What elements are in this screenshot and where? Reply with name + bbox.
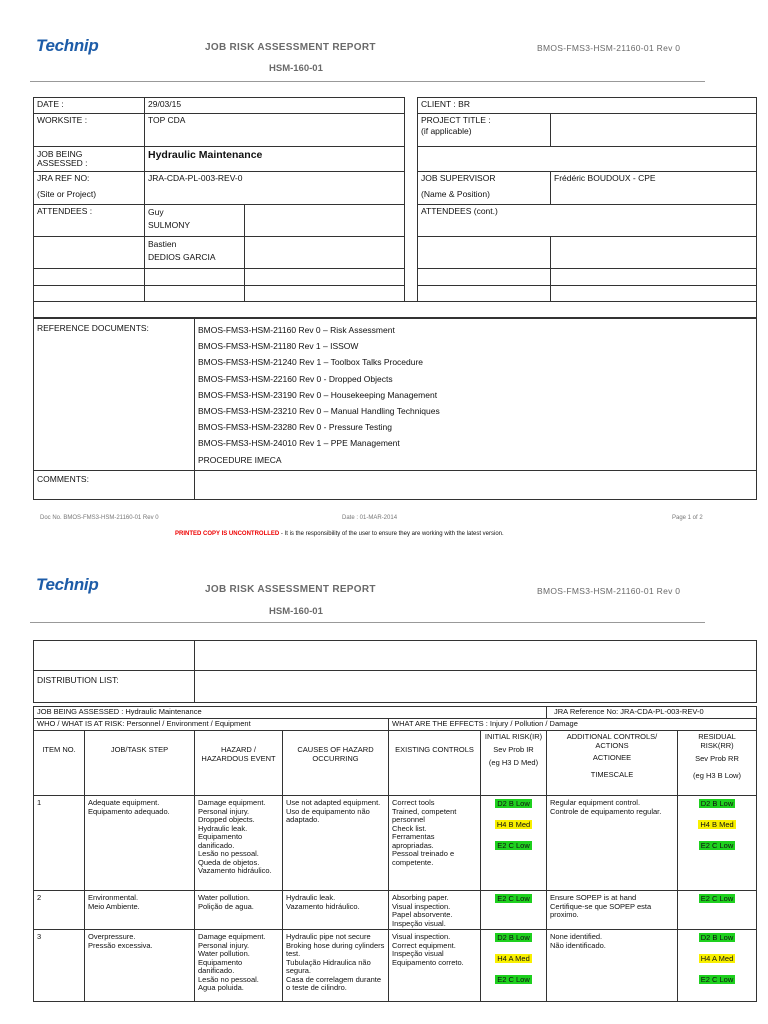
- assessment-info-table: [33, 97, 757, 318]
- hazard: Damage equipment. Personal injury. Water pollution. Equipamento danificado. Lesão no pessoal. Agua poluida.: [195, 930, 283, 1002]
- header-rule: [30, 81, 705, 82]
- column-residual-risk: RESIDUAL RISK(RR) Sev Prob RR (eg H3 B Low): [678, 731, 757, 796]
- reference-doc: BMOS-FMS3-HSM-23280 Rev 0 - Pressure Testing: [198, 422, 392, 433]
- residual-risk: [678, 930, 757, 1002]
- reference-doc: BMOS-FMS3-HSM-22160 Rev 0 - Dropped Objects: [198, 373, 393, 384]
- risk-rating-badge: H4 A Med: [497, 954, 530, 963]
- jra-ref-label: JRA REF NO: (Site or Project): [34, 172, 145, 205]
- comments-value: [195, 470, 757, 499]
- jra-ref-value: JRA-CDA-PL-003-REV-0: [145, 172, 405, 205]
- footer-doc-number: Doc No. BMOS-FMS3-HSM-21160-01 Rev 0: [40, 515, 159, 521]
- residual-risk: [678, 891, 757, 930]
- column-task-step: JOB/TASK STEP: [85, 731, 195, 796]
- initial-risk: [481, 796, 547, 891]
- additional-controls: Regular equipment control. Controle de equipamento regular.: [547, 796, 678, 891]
- distribution-table: [33, 640, 757, 703]
- risk-rating-badge: E2 C Low: [497, 841, 530, 850]
- document-reference: BMOS-FMS3-HSM-21160-01 Rev 0: [537, 43, 681, 53]
- project-title-label: PROJECT TITLE : (if applicable): [418, 114, 551, 147]
- report-title: JOB RISK ASSESSMENT REPORT: [205, 42, 376, 53]
- risk-row: [34, 930, 757, 1002]
- causes: Hydraulic pipe not secure Broking hose during cylinders test. Tubulação Hidraulica não segura. Casa de correlagem durante o teste de cilindro.: [283, 930, 389, 1002]
- existing-controls: Absorbing paper. Visual inspection. Papel absorvente. Inspeção visual.: [389, 891, 481, 930]
- worksite-value: TOP CDA: [145, 114, 405, 147]
- risk-rating-badge: E2 C Low: [497, 975, 530, 984]
- risk-row: [34, 891, 757, 930]
- risk-rating-badge: E2 C Low: [497, 894, 530, 903]
- attendee-2: Bastien DEDIOS GARCIA: [145, 237, 245, 269]
- job-supervisor-value: Frédéric BOUDOUX - CPE: [551, 172, 757, 205]
- item-number: 2: [34, 891, 85, 930]
- risk-rating-badge: H4 B Med: [496, 820, 531, 829]
- technip-logo: Technip: [36, 575, 99, 594]
- reference-doc: BMOS-FMS3-HSM-21160 Rev 0 – Risk Assessment: [198, 325, 395, 335]
- comments-label: COMMENTS:: [34, 470, 195, 499]
- report-subtitle: HSM-160-01: [269, 63, 323, 74]
- initial-risk: [481, 930, 547, 1002]
- column-initial-risk: INITIAL RISK(IR) Sev Prob IR (eg H3 D Med): [481, 731, 547, 796]
- uncontrolled-copy-notice: PRINTED COPY IS UNCONTROLLED - It is the responsibility of the user to ensure they are working with the latest version.: [175, 531, 504, 537]
- existing-controls: Visual inspection. Correct equipment. Inspeção visual Equipamento correto.: [389, 930, 481, 1002]
- risk-row: [34, 796, 757, 891]
- attendees-label: ATTENDEES :: [34, 205, 145, 237]
- reference-doc: BMOS-FMS3-HSM-23210 Rev 0 – Manual Handling Techniques: [198, 406, 440, 417]
- client-label: CLIENT : BR: [418, 98, 757, 114]
- task-step: Adequate equipment. Equipamento adequado.: [85, 796, 195, 891]
- risk-rating-badge: H4 A Med: [700, 954, 734, 963]
- additional-controls: None identified. Não identificado.: [547, 930, 678, 1002]
- reference-doc: BMOS-FMS3-HSM-21180 Rev 1 – ISSOW: [198, 341, 359, 352]
- residual-risk: [678, 796, 757, 891]
- hazard: Water pollution. Polição de agua.: [195, 891, 283, 930]
- jra-reference: JRA Reference No: JRA-CDA-PL-003-REV-0: [547, 707, 757, 719]
- job-being-assessed-value: Hydraulic Maintenance: [145, 147, 405, 172]
- technip-logo: Technip: [36, 36, 99, 55]
- project-title-value: [551, 114, 757, 147]
- risk-rating-badge: E2 C Low: [700, 975, 734, 984]
- risk-rating-badge: D2 B Low: [497, 933, 530, 942]
- distribution-list-value: [195, 671, 757, 703]
- who-what-at-risk: WHO / WHAT IS AT RISK: Personnel / Environment / Equipment: [34, 719, 389, 731]
- task-step: Environmental. Meio Ambiente.: [85, 891, 195, 930]
- hazard: Damage equipment. Personal injury. Dropped objects. Hydraulic leak. Equipamento danificado. Lesão no pessoal. Queda de objetos. Vazamento hidráulico.: [195, 796, 283, 891]
- item-number: 3: [34, 930, 85, 1002]
- footer-page-number: Page 1 of 2: [672, 515, 703, 521]
- date-label: DATE :: [34, 98, 145, 114]
- reference-doc: BMOS-FMS3-HSM-21240 Rev 1 – Toolbox Talks Procedure: [198, 357, 424, 368]
- risk-assessment-table: [33, 706, 757, 1002]
- job-being-assessed: JOB BEING ASSESSED : Hydraulic Maintenance: [34, 707, 547, 719]
- additional-controls: Ensure SOPEP is at hand Certifique-se que SOPEP esta proximo.: [547, 891, 678, 930]
- attendee-1: Guy SULMONY: [145, 205, 245, 237]
- column-existing-controls: EXISTING CONTROLS: [389, 731, 481, 796]
- risk-rating-badge: E2 C Low: [700, 841, 734, 850]
- risk-rating-badge: D2 B Low: [700, 933, 734, 942]
- initial-risk: [481, 891, 547, 930]
- reference-doc: BMOS-FMS3-HSM-23190 Rev 0 – Housekeeping Management: [198, 389, 438, 400]
- job-being-assessed-label: JOB BEING ASSESSED :: [34, 147, 145, 172]
- report-title: JOB RISK ASSESSMENT REPORT: [205, 584, 376, 595]
- report-subtitle: HSM-160-01: [269, 606, 323, 617]
- header-rule: [30, 622, 705, 623]
- footer-date: Date : 01-MAR-2014: [342, 515, 398, 521]
- column-item-no: ITEM NO.: [34, 731, 85, 796]
- risk-rating-badge: E2 C Low: [700, 894, 734, 903]
- distribution-list-label: DISTRIBUTION LIST:: [34, 671, 195, 703]
- reference-documents-list: [195, 319, 757, 471]
- risk-rating-badge: D2 B Low: [497, 799, 530, 808]
- column-hazard: HAZARD / HAZARDOUS EVENT: [195, 731, 283, 796]
- column-additional-controls: ADDITIONAL CONTROLS/ ACTIONS ACTIONEE TIMESCALE: [547, 731, 678, 796]
- existing-controls: Correct tools Trained, competent personnel Check list. Ferramentas apropriadas. Pessoal treinado e competente.: [389, 796, 481, 891]
- reference-doc: BMOS-FMS3-HSM-24010 Rev 1 – PPE Management: [198, 438, 400, 449]
- reference-documents-table: [33, 318, 757, 500]
- worksite-label: WORKSITE :: [34, 114, 145, 147]
- risk-rating-badge: D2 B Low: [700, 799, 734, 808]
- job-supervisor-label: JOB SUPERVISOR (Name & Position): [418, 172, 551, 205]
- reference-doc: PROCEDURE IMECA: [198, 454, 282, 465]
- reference-documents-label: REFERENCE DOCUMENTS:: [34, 319, 195, 471]
- item-number: 1: [34, 796, 85, 891]
- causes: Hydraulic leak. Vazamento hidráulico.: [283, 891, 389, 930]
- column-causes: CAUSES OF HAZARD OCCURRING: [283, 731, 389, 796]
- attendees-cont-label: ATTENDEES (cont.): [418, 205, 757, 237]
- effects: WHAT ARE THE EFFECTS : Injury / Pollution / Damage: [389, 719, 757, 731]
- causes: Use not adapted equipment. Uso de equipamento não adaptado.: [283, 796, 389, 891]
- date-value: 29/03/15: [145, 98, 405, 114]
- task-step: Overpressure. Pressão excessiva.: [85, 930, 195, 1002]
- document-reference: BMOS-FMS3-HSM-21160-01 Rev 0: [537, 586, 681, 596]
- risk-rating-badge: H4 B Med: [700, 820, 734, 829]
